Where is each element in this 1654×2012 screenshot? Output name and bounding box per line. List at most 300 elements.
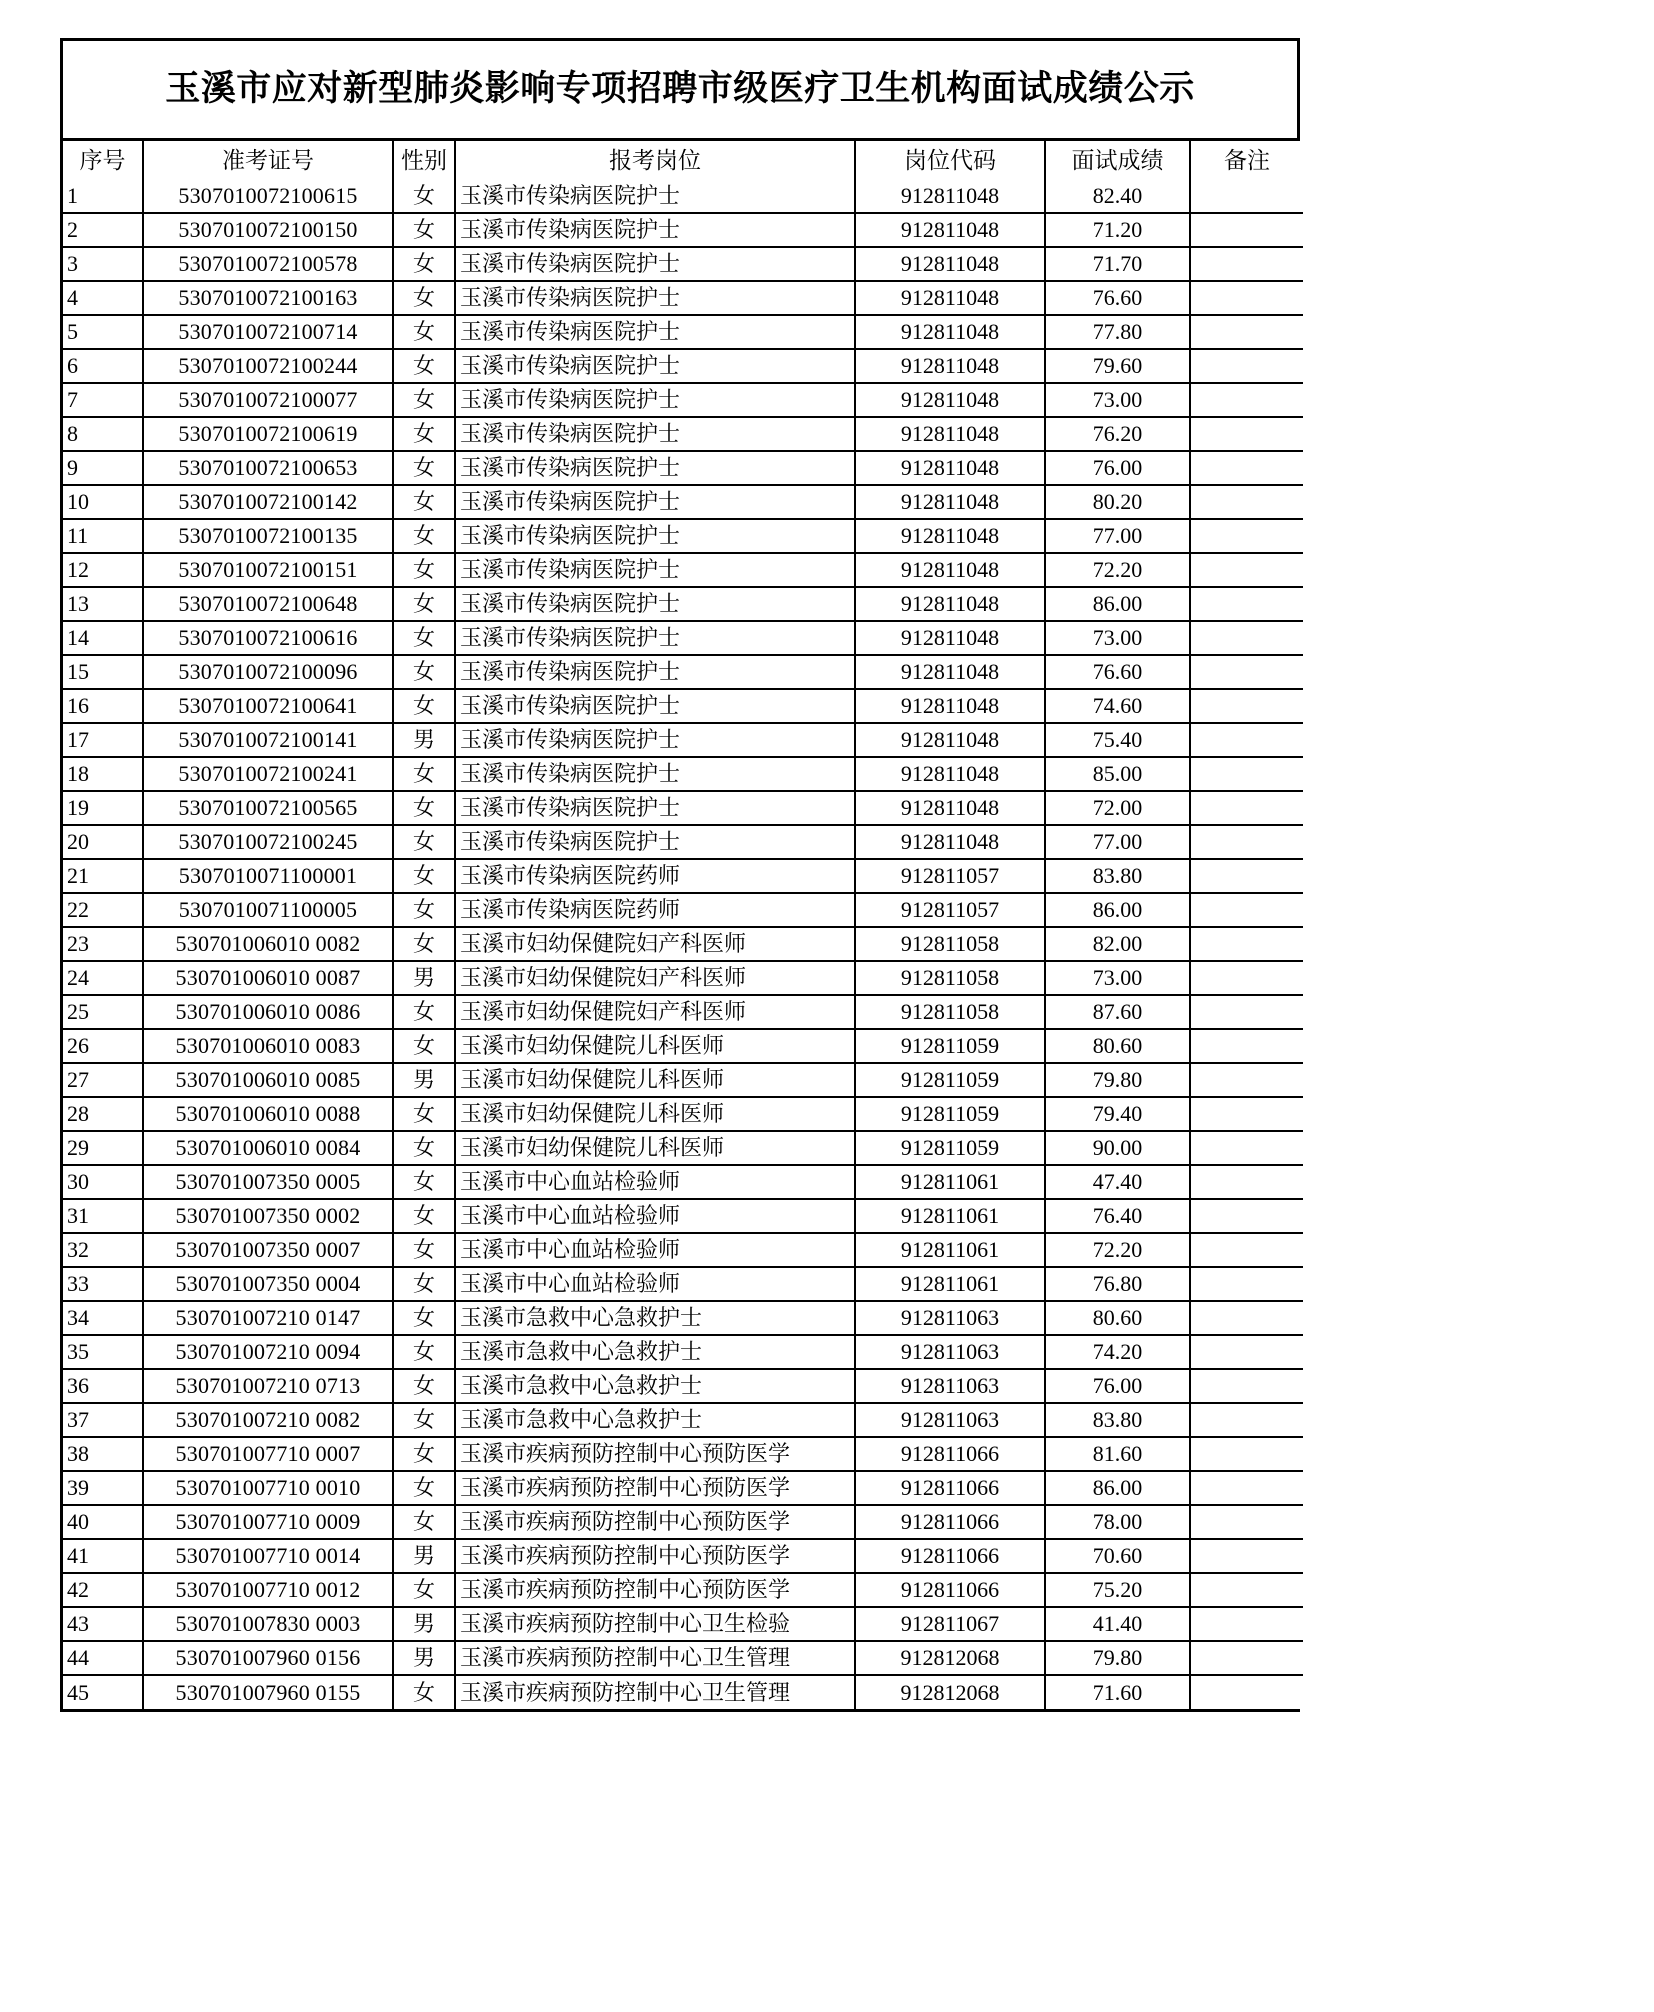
cell-code: 912811061 (855, 1199, 1045, 1233)
cell-remark (1190, 519, 1303, 553)
table-row (63, 1573, 1303, 1607)
cell-code: 912811048 (855, 791, 1045, 825)
cell-index: 24 (63, 961, 143, 995)
cell-ticket: 530701007350 0005 (143, 1165, 393, 1199)
cell-score: 77.80 (1045, 315, 1190, 349)
cell-score: 75.40 (1045, 723, 1190, 757)
cell-score: 76.40 (1045, 1199, 1190, 1233)
cell-gender: 女 (393, 1403, 455, 1437)
cell-ticket: 5307010072100615 (143, 179, 393, 213)
cell-gender: 女 (393, 1369, 455, 1403)
cell-ticket: 5307010072100135 (143, 519, 393, 553)
cell-ticket: 530701007710 0014 (143, 1539, 393, 1573)
column-header-index: 序号 (63, 141, 143, 179)
cell-remark (1190, 1233, 1303, 1267)
column-header-ticket: 准考证号 (143, 141, 393, 179)
cell-remark (1190, 825, 1303, 859)
cell-ticket: 5307010072100641 (143, 689, 393, 723)
cell-post: 玉溪市传染病医院护士 (455, 315, 855, 349)
table-row (63, 1097, 1303, 1131)
cell-post: 玉溪市传染病医院护士 (455, 451, 855, 485)
cell-ticket: 530701006010 0086 (143, 995, 393, 1029)
cell-gender: 女 (393, 247, 455, 281)
cell-index: 32 (63, 1233, 143, 1267)
table-row (63, 1641, 1303, 1675)
cell-ticket: 5307010072100096 (143, 655, 393, 689)
cell-ticket: 530701007710 0009 (143, 1505, 393, 1539)
cell-code: 912811048 (855, 825, 1045, 859)
cell-index: 14 (63, 621, 143, 655)
cell-gender: 男 (393, 1539, 455, 1573)
cell-remark (1190, 213, 1303, 247)
cell-remark (1190, 1131, 1303, 1165)
cell-post: 玉溪市传染病医院护士 (455, 281, 855, 315)
cell-gender: 女 (393, 995, 455, 1029)
cell-remark (1190, 451, 1303, 485)
cell-gender: 男 (393, 1063, 455, 1097)
cell-gender: 女 (393, 1301, 455, 1335)
cell-ticket: 5307010072100163 (143, 281, 393, 315)
cell-code: 912811048 (855, 349, 1045, 383)
cell-ticket: 530701007960 0155 (143, 1675, 393, 1709)
cell-ticket: 530701006010 0084 (143, 1131, 393, 1165)
cell-gender: 女 (393, 859, 455, 893)
table-bottom-rule (60, 1709, 1300, 1712)
cell-index: 33 (63, 1267, 143, 1301)
cell-code: 912812068 (855, 1641, 1045, 1675)
cell-post: 玉溪市传染病医院护士 (455, 417, 855, 451)
cell-post: 玉溪市急救中心急救护士 (455, 1403, 855, 1437)
cell-remark (1190, 1301, 1303, 1335)
cell-remark (1190, 383, 1303, 417)
cell-post: 玉溪市中心血站检验师 (455, 1199, 855, 1233)
cell-score: 83.80 (1045, 859, 1190, 893)
table-row (63, 1505, 1303, 1539)
cell-post: 玉溪市疾病预防控制中心卫生管理 (455, 1641, 855, 1675)
table-row (63, 1301, 1303, 1335)
cell-score: 83.80 (1045, 1403, 1190, 1437)
table-row (63, 757, 1303, 791)
cell-remark (1190, 1607, 1303, 1641)
cell-code: 912811059 (855, 1097, 1045, 1131)
cell-index: 25 (63, 995, 143, 1029)
cell-index: 17 (63, 723, 143, 757)
cell-gender: 女 (393, 1505, 455, 1539)
cell-ticket: 530701006010 0082 (143, 927, 393, 961)
cell-score: 74.20 (1045, 1335, 1190, 1369)
cell-score: 41.40 (1045, 1607, 1190, 1641)
cell-post: 玉溪市传染病医院药师 (455, 859, 855, 893)
cell-remark (1190, 417, 1303, 451)
table-row (63, 961, 1303, 995)
cell-ticket: 530701007350 0007 (143, 1233, 393, 1267)
cell-ticket: 530701006010 0083 (143, 1029, 393, 1063)
cell-gender: 女 (393, 689, 455, 723)
table-row (63, 1233, 1303, 1267)
cell-remark (1190, 1097, 1303, 1131)
cell-code: 912811061 (855, 1165, 1045, 1199)
cell-post: 玉溪市传染病医院护士 (455, 553, 855, 587)
cell-score: 70.60 (1045, 1539, 1190, 1573)
cell-score: 71.60 (1045, 1675, 1190, 1709)
cell-post: 玉溪市疾病预防控制中心预防医学 (455, 1471, 855, 1505)
cell-score: 76.80 (1045, 1267, 1190, 1301)
cell-remark (1190, 587, 1303, 621)
cell-gender: 男 (393, 961, 455, 995)
cell-ticket: 5307010072100245 (143, 825, 393, 859)
cell-code: 912811059 (855, 1063, 1045, 1097)
cell-score: 73.00 (1045, 621, 1190, 655)
cell-post: 玉溪市传染病医院护士 (455, 621, 855, 655)
table-row (63, 1539, 1303, 1573)
cell-remark (1190, 791, 1303, 825)
cell-index: 19 (63, 791, 143, 825)
cell-score: 82.00 (1045, 927, 1190, 961)
cell-remark (1190, 1437, 1303, 1471)
cell-remark (1190, 485, 1303, 519)
cell-gender: 女 (393, 451, 455, 485)
table-row (63, 1369, 1303, 1403)
cell-ticket: 5307010072100151 (143, 553, 393, 587)
table-row (63, 1437, 1303, 1471)
cell-index: 30 (63, 1165, 143, 1199)
cell-gender: 女 (393, 417, 455, 451)
cell-remark (1190, 349, 1303, 383)
cell-ticket: 530701007210 0147 (143, 1301, 393, 1335)
cell-ticket: 530701007960 0156 (143, 1641, 393, 1675)
cell-index: 42 (63, 1573, 143, 1607)
cell-post: 玉溪市妇幼保健院妇产科医师 (455, 961, 855, 995)
cell-post: 玉溪市急救中心急救护士 (455, 1301, 855, 1335)
cell-score: 90.00 (1045, 1131, 1190, 1165)
table-row (63, 723, 1303, 757)
cell-post: 玉溪市传染病医院护士 (455, 213, 855, 247)
cell-ticket: 5307010072100565 (143, 791, 393, 825)
cell-score: 79.60 (1045, 349, 1190, 383)
table-row (63, 859, 1303, 893)
cell-code: 912811048 (855, 179, 1045, 213)
cell-code: 912811067 (855, 1607, 1045, 1641)
cell-remark (1190, 1369, 1303, 1403)
cell-ticket: 5307010072100714 (143, 315, 393, 349)
cell-code: 912811063 (855, 1301, 1045, 1335)
table-row (63, 417, 1303, 451)
table-row (63, 1675, 1303, 1709)
cell-remark (1190, 689, 1303, 723)
cell-code: 912811066 (855, 1505, 1045, 1539)
cell-gender: 女 (393, 1233, 455, 1267)
cell-score: 73.00 (1045, 383, 1190, 417)
cell-index: 9 (63, 451, 143, 485)
cell-remark (1190, 1675, 1303, 1709)
cell-score: 72.20 (1045, 1233, 1190, 1267)
cell-remark (1190, 757, 1303, 791)
cell-index: 41 (63, 1539, 143, 1573)
table-header-row (63, 141, 1303, 179)
cell-remark (1190, 1471, 1303, 1505)
cell-remark (1190, 621, 1303, 655)
cell-code: 912811058 (855, 995, 1045, 1029)
cell-code: 912811048 (855, 587, 1045, 621)
cell-ticket: 5307010072100244 (143, 349, 393, 383)
page-title: 玉溪市应对新型肺炎影响专项招聘市级医疗卫生机构面试成绩公示 (165, 69, 1195, 109)
cell-code: 912811048 (855, 655, 1045, 689)
cell-code: 912811057 (855, 893, 1045, 927)
cell-ticket: 5307010072100141 (143, 723, 393, 757)
table-row (63, 1267, 1303, 1301)
cell-gender: 女 (393, 1573, 455, 1607)
interview-results-table (63, 141, 1303, 1709)
cell-index: 36 (63, 1369, 143, 1403)
cell-index: 43 (63, 1607, 143, 1641)
cell-remark (1190, 553, 1303, 587)
cell-score: 74.60 (1045, 689, 1190, 723)
cell-post: 玉溪市传染病医院护士 (455, 791, 855, 825)
cell-gender: 女 (393, 1437, 455, 1471)
cell-score: 73.00 (1045, 961, 1190, 995)
cell-index: 4 (63, 281, 143, 315)
cell-index: 28 (63, 1097, 143, 1131)
column-header-post: 报考岗位 (455, 141, 855, 179)
cell-score: 71.20 (1045, 213, 1190, 247)
cell-ticket: 530701007210 0713 (143, 1369, 393, 1403)
cell-index: 40 (63, 1505, 143, 1539)
cell-remark (1190, 1063, 1303, 1097)
cell-remark (1190, 315, 1303, 349)
cell-post: 玉溪市妇幼保健院妇产科医师 (455, 995, 855, 1029)
cell-code: 912811063 (855, 1369, 1045, 1403)
cell-score: 79.80 (1045, 1063, 1190, 1097)
cell-code: 912811059 (855, 1131, 1045, 1165)
table-row (63, 349, 1303, 383)
cell-post: 玉溪市中心血站检验师 (455, 1165, 855, 1199)
cell-index: 2 (63, 213, 143, 247)
cell-gender: 女 (393, 791, 455, 825)
cell-gender: 女 (393, 1471, 455, 1505)
table-row (63, 179, 1303, 213)
cell-code: 912811066 (855, 1437, 1045, 1471)
table-row (63, 1199, 1303, 1233)
cell-post: 玉溪市传染病医院护士 (455, 825, 855, 859)
cell-code: 912811048 (855, 247, 1045, 281)
cell-post: 玉溪市急救中心急救护士 (455, 1369, 855, 1403)
table-row (63, 1131, 1303, 1165)
cell-gender: 女 (393, 1335, 455, 1369)
cell-index: 6 (63, 349, 143, 383)
cell-score: 47.40 (1045, 1165, 1190, 1199)
cell-index: 37 (63, 1403, 143, 1437)
cell-post: 玉溪市传染病医院护士 (455, 689, 855, 723)
cell-ticket: 530701007830 0003 (143, 1607, 393, 1641)
cell-remark (1190, 1029, 1303, 1063)
cell-code: 912811048 (855, 723, 1045, 757)
cell-code: 912811061 (855, 1267, 1045, 1301)
table-row (63, 485, 1303, 519)
cell-code: 912811066 (855, 1471, 1045, 1505)
cell-code: 912811063 (855, 1403, 1045, 1437)
cell-remark (1190, 927, 1303, 961)
cell-ticket: 530701007710 0010 (143, 1471, 393, 1505)
cell-remark (1190, 1573, 1303, 1607)
cell-index: 8 (63, 417, 143, 451)
cell-index: 11 (63, 519, 143, 553)
cell-ticket: 5307010072100142 (143, 485, 393, 519)
cell-code: 912811048 (855, 553, 1045, 587)
table-row (63, 825, 1303, 859)
table-row (63, 995, 1303, 1029)
cell-index: 5 (63, 315, 143, 349)
cell-gender: 女 (393, 315, 455, 349)
cell-index: 3 (63, 247, 143, 281)
cell-post: 玉溪市疾病预防控制中心预防医学 (455, 1505, 855, 1539)
cell-code: 912811058 (855, 961, 1045, 995)
cell-score: 72.20 (1045, 553, 1190, 587)
cell-index: 21 (63, 859, 143, 893)
table-row (63, 1403, 1303, 1437)
cell-index: 29 (63, 1131, 143, 1165)
cell-ticket: 530701007350 0004 (143, 1267, 393, 1301)
cell-gender: 女 (393, 519, 455, 553)
cell-score: 80.20 (1045, 485, 1190, 519)
cell-post: 玉溪市传染病医院护士 (455, 519, 855, 553)
table-row (63, 1607, 1303, 1641)
table-header (63, 141, 1303, 179)
cell-remark (1190, 893, 1303, 927)
cell-post: 玉溪市传染病医院药师 (455, 893, 855, 927)
table-row (63, 247, 1303, 281)
cell-ticket: 5307010072100241 (143, 757, 393, 791)
cell-score: 86.00 (1045, 587, 1190, 621)
cell-score: 78.00 (1045, 1505, 1190, 1539)
cell-gender: 女 (393, 1097, 455, 1131)
table-row (63, 1471, 1303, 1505)
cell-remark (1190, 655, 1303, 689)
cell-gender: 女 (393, 1131, 455, 1165)
cell-ticket: 530701007350 0002 (143, 1199, 393, 1233)
cell-gender: 女 (393, 893, 455, 927)
cell-score: 76.00 (1045, 451, 1190, 485)
cell-post: 玉溪市中心血站检验师 (455, 1267, 855, 1301)
cell-post: 玉溪市传染病医院护士 (455, 655, 855, 689)
cell-post: 玉溪市传染病医院护士 (455, 349, 855, 383)
cell-gender: 女 (393, 621, 455, 655)
table-row (63, 451, 1303, 485)
cell-code: 912811058 (855, 927, 1045, 961)
cell-index: 34 (63, 1301, 143, 1335)
cell-ticket: 530701006010 0087 (143, 961, 393, 995)
cell-gender: 女 (393, 213, 455, 247)
cell-index: 7 (63, 383, 143, 417)
cell-remark (1190, 1165, 1303, 1199)
table-row (63, 893, 1303, 927)
cell-gender: 女 (393, 179, 455, 213)
cell-score: 76.20 (1045, 417, 1190, 451)
cell-code: 912811048 (855, 689, 1045, 723)
cell-gender: 女 (393, 1029, 455, 1063)
cell-score: 82.40 (1045, 179, 1190, 213)
cell-remark (1190, 1539, 1303, 1573)
cell-post: 玉溪市传染病医院护士 (455, 179, 855, 213)
cell-remark (1190, 281, 1303, 315)
cell-gender: 女 (393, 655, 455, 689)
cell-code: 912811048 (855, 451, 1045, 485)
cell-post: 玉溪市妇幼保健院儿科医师 (455, 1097, 855, 1131)
cell-code: 912811066 (855, 1539, 1045, 1573)
column-header-remark: 备注 (1190, 141, 1303, 179)
column-header-gender: 性别 (393, 141, 455, 179)
cell-remark (1190, 1335, 1303, 1369)
cell-index: 31 (63, 1199, 143, 1233)
cell-code: 912811048 (855, 485, 1045, 519)
table-row (63, 791, 1303, 825)
cell-remark (1190, 1199, 1303, 1233)
cell-index: 22 (63, 893, 143, 927)
cell-index: 12 (63, 553, 143, 587)
cell-gender: 女 (393, 927, 455, 961)
table-row (63, 655, 1303, 689)
cell-ticket: 530701007710 0007 (143, 1437, 393, 1471)
cell-code: 912811048 (855, 383, 1045, 417)
cell-score: 85.00 (1045, 757, 1190, 791)
cell-post: 玉溪市疾病预防控制中心卫生检验 (455, 1607, 855, 1641)
cell-index: 39 (63, 1471, 143, 1505)
cell-code: 912811048 (855, 417, 1045, 451)
cell-score: 79.40 (1045, 1097, 1190, 1131)
cell-ticket: 5307010072100653 (143, 451, 393, 485)
cell-ticket: 530701006010 0088 (143, 1097, 393, 1131)
cell-ticket: 5307010071100001 (143, 859, 393, 893)
cell-score: 86.00 (1045, 1471, 1190, 1505)
cell-code: 912811063 (855, 1335, 1045, 1369)
cell-score: 80.60 (1045, 1301, 1190, 1335)
table-row (63, 621, 1303, 655)
cell-score: 76.60 (1045, 655, 1190, 689)
cell-score: 76.60 (1045, 281, 1190, 315)
cell-post: 玉溪市急救中心急救护士 (455, 1335, 855, 1369)
cell-gender: 女 (393, 757, 455, 791)
cell-post: 玉溪市传染病医院护士 (455, 757, 855, 791)
cell-score: 80.60 (1045, 1029, 1190, 1063)
cell-code: 912811048 (855, 757, 1045, 791)
table-row (63, 1335, 1303, 1369)
cell-score: 86.00 (1045, 893, 1190, 927)
cell-code: 912811059 (855, 1029, 1045, 1063)
cell-ticket: 530701007710 0012 (143, 1573, 393, 1607)
cell-index: 20 (63, 825, 143, 859)
cell-index: 35 (63, 1335, 143, 1369)
cell-ticket: 5307010072100578 (143, 247, 393, 281)
cell-score: 87.60 (1045, 995, 1190, 1029)
table-row (63, 383, 1303, 417)
table-row (63, 1063, 1303, 1097)
cell-remark (1190, 723, 1303, 757)
cell-score: 77.00 (1045, 519, 1190, 553)
cell-ticket: 5307010072100619 (143, 417, 393, 451)
cell-ticket: 5307010071100005 (143, 893, 393, 927)
document-title-band (63, 41, 1297, 141)
cell-remark (1190, 247, 1303, 281)
cell-code: 912811048 (855, 519, 1045, 553)
table-row (63, 1029, 1303, 1063)
cell-index: 13 (63, 587, 143, 621)
cell-code: 912811048 (855, 621, 1045, 655)
cell-ticket: 530701006010 0085 (143, 1063, 393, 1097)
cell-index: 44 (63, 1641, 143, 1675)
cell-remark (1190, 961, 1303, 995)
cell-gender: 女 (393, 281, 455, 315)
cell-post: 玉溪市妇幼保健院儿科医师 (455, 1131, 855, 1165)
cell-score: 75.20 (1045, 1573, 1190, 1607)
